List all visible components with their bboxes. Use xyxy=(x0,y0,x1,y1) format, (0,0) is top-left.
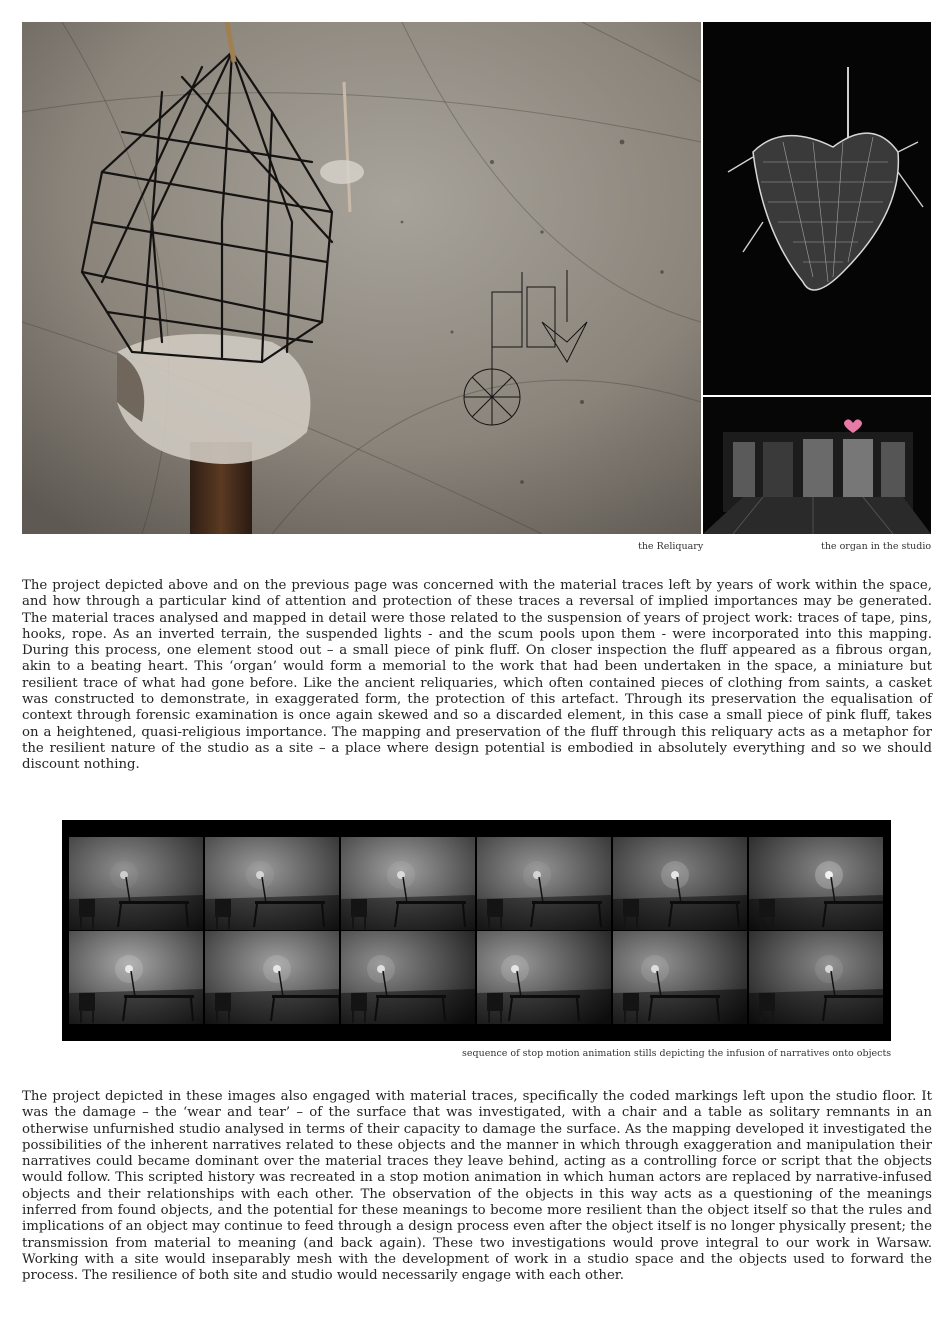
studio-photo xyxy=(703,397,931,534)
organ-photo xyxy=(703,22,931,395)
animation-still-9 xyxy=(341,931,475,1024)
animation-still-10 xyxy=(477,931,611,1024)
paragraph-1: The project depicted above and on the previous page was concerned with the material traces left by years of work within the space, and how through a particular kind of attention and protection of these traces a reversal of implied importances may be generated. The material traces analysed and mapped in detail were those related to the suspension of years of project work: traces of tape, pins, hooks, rope. As an inverted terrain, the suspended lights - and the scum pools upon them - were incorporated into this mapping. During this process, one element stood out – a small piece of pink fluff. On closer inspection the fluff appeared as a fibrous organ, akin to a beating heart. This ‘organ’ would form a memorial to the work that had been undertaken in the space, a miniature but resilient trace of what had gone before. Like the ancient reliquaries, which often contained pieces of clothing from saints, a casket was constructed to demonstrate, in exaggerated form, the protection of this artefact. Through its preservation the equalisation of context through forensic examination is once again skewed and so a discarded element, in this case a small piece of pink fluff, takes on a heightened, quasi-religious importance. The mapping and preservation of the fluff through this reliquary acts as a metaphor for the resilient nature of the studio as a site – a place where design potential is embodied in absolutely everything and so we should discount nothing. xyxy=(22,578,932,773)
caption-organ: the organ in the studio xyxy=(821,541,932,552)
caption-sequence: sequence of stop motion animation stills depicting the infusion of narratives onto objects xyxy=(462,1048,892,1059)
animation-still-12 xyxy=(749,931,883,1024)
animation-still-6 xyxy=(749,837,883,930)
animation-still-1 xyxy=(69,837,203,930)
caption-reliquary: the Reliquary xyxy=(638,541,704,552)
animation-still-11 xyxy=(613,931,747,1024)
animation-still-4 xyxy=(477,837,611,930)
animation-strip xyxy=(62,820,891,1041)
animation-still-7 xyxy=(69,931,203,1024)
animation-still-8 xyxy=(205,931,339,1024)
paragraph-2: The project depicted in these images also engaged with material traces, specifically the coded markings left upon the studio floor. It was the damage – the ‘wear and tear’ – of the surface that was investigated, with a chair and a table as solitary remnants in an otherwise unfurnished studio analysed in terms of their capacity to damage the surface. As the mapping developed it investigated the possibilities of the inherent narratives related to these objects and the manner in which through exaggeration and manipulation their narratives could became dominant over the material traces they leave behind, acting as a controlling force or script that the objects would follow. This scripted history was recreated in a stop motion animation in which human actors are replaced by narrative-infused objects and their relationships with each other. The observation of the objects in this way acts as a questioning of the meanings inferred from found objects, and the potential for these meanings to become more resilient than the object itself so that the rules and implications of an object may continue to feed through a design process even after the object itself is no longer physically present; the transmission from material to meaning (and back again). These two investigations would prove integral to our work in Warsaw. Working with a site would inseparably mesh with the development of work in a studio space and the objects used to forward the process. The resilience of both site and studio would necessarily engage with each other. xyxy=(22,1089,932,1284)
animation-still-5 xyxy=(613,837,747,930)
reliquary-photo xyxy=(22,22,701,534)
animation-still-2 xyxy=(205,837,339,930)
animation-still-3 xyxy=(341,837,475,930)
